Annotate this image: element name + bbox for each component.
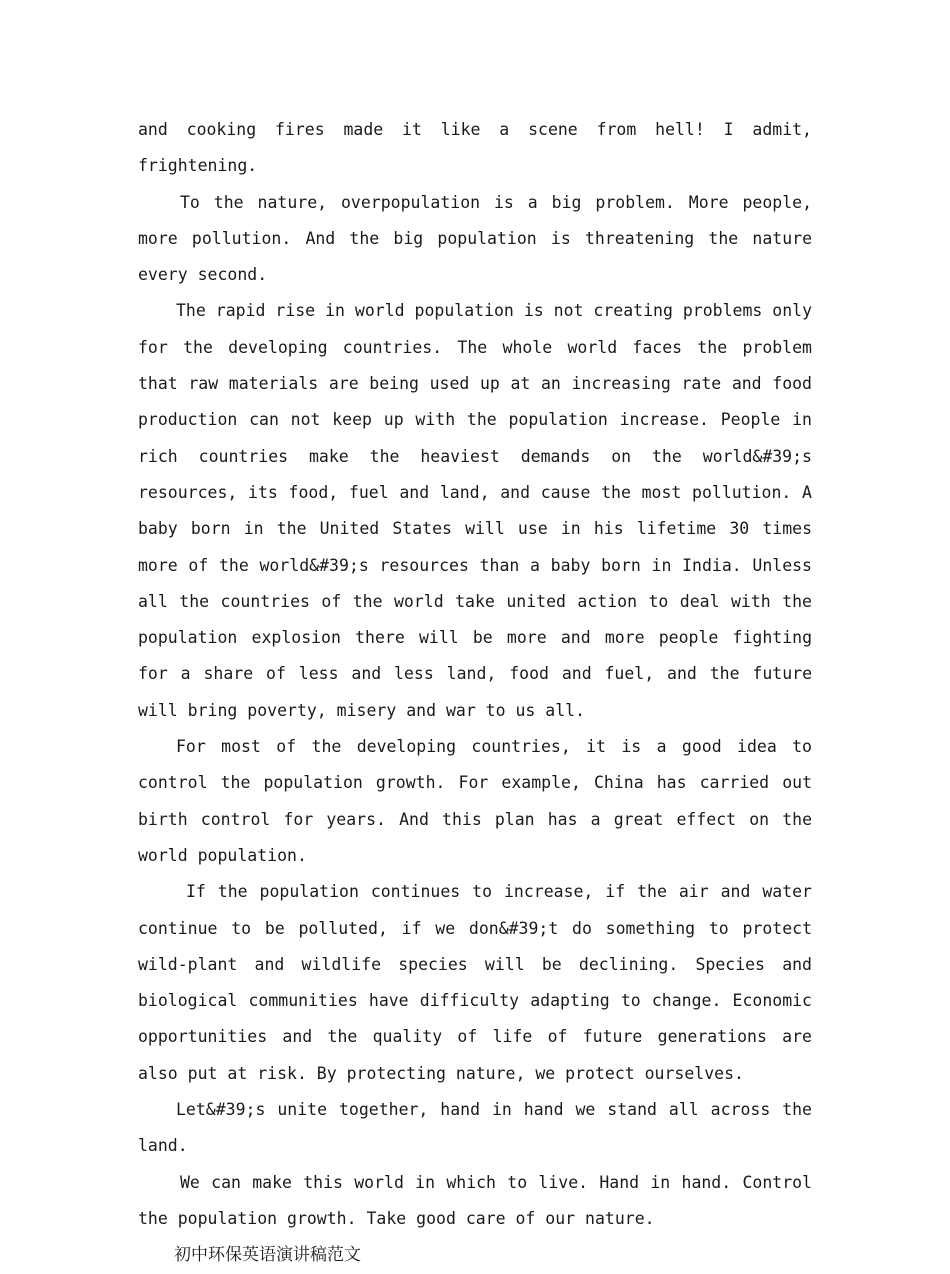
paragraph-continuation: and cooking fires made it like a scene from hell! I admit, frightening. (138, 120, 812, 176)
paragraph-population-rise: The rapid rise in world population is not creating problems only for the developing countries. The whole world faces the problem that raw materials are being used up at an increasing rate and food production can not keep up with the population increase. People in rich countries make the heaviest demands on the world&#39;s resources, its food, fuel and land, and cause the most pollution. A baby born in the United States will use in his lifetime 30 times more of the world&#39;s resources than a baby born in India. Unless all the countries of the world take united action to deal with the population explosion there will be more and more people fighting for a share of less and less land, food and fuel, and the future will bring poverty, misery and war to us all. (138, 301, 812, 720)
paragraph-unite: Let&#39;s unite together, hand in hand we stand all across the land. (138, 1100, 812, 1156)
paragraph-protect-nature: If the population continues to increase, if the air and water continue to be polluted, if we don&#39;t do something to protect wild-plant and wildlife species will be declining. Species and biological communities have difficulty adapting to change. Economic opportunities and the quality of life of future generations are also put at risk. By protecting nature, we protect ourselves. (138, 882, 812, 1083)
paragraph-developing-countries: For most of the developing countries, it is a good idea to control the population growth. For example, China has carried out birth control for years. And this plan has a great effect on the world population. (138, 737, 812, 865)
paragraph-closing: We can make this world in which to live. Hand in hand. Control the population growth. Take good care of our nature. (138, 1172, 812, 1228)
document-body (138, 112, 812, 1274)
section-heading: 初中环保英语演讲稿范文 (174, 1245, 361, 1266)
paragraph-overpopulation: To the nature, overpopulation is a big problem. More people, more pollution. And the big population is threatening the nature every second. (138, 192, 812, 285)
